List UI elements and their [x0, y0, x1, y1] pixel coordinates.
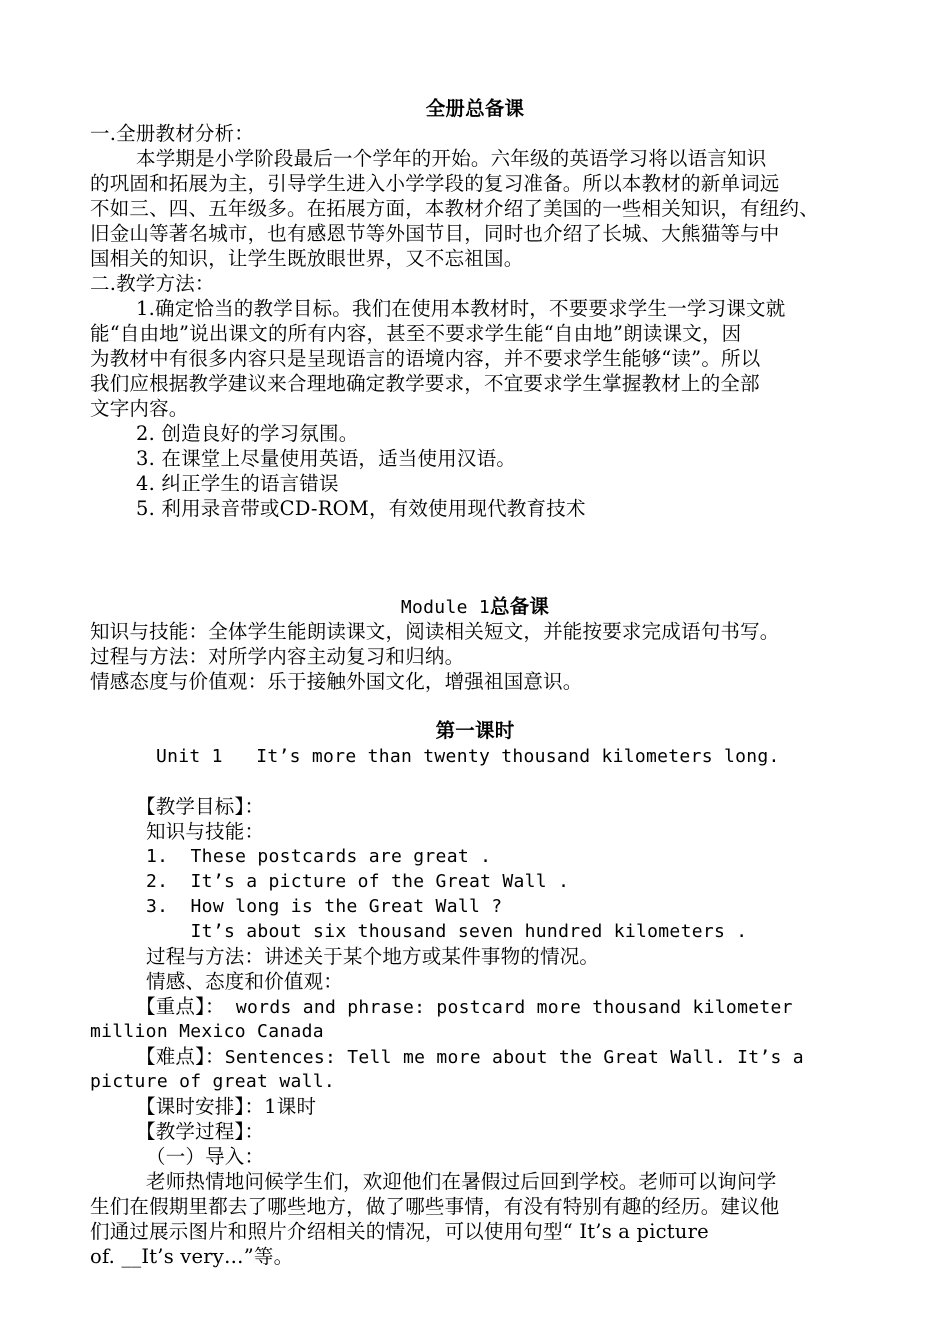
paragraph-line: 不如三、四、五年级多。在拓展方面，本教材介绍了美国的一些相关知识，有纽约、 — [90, 197, 819, 220]
paragraph-line: 生们在假期里都去了哪些地方，做了哪些事情，有没有特别有趣的经历。建议他 — [90, 1195, 780, 1218]
step-heading: （一）导入： — [146, 1145, 265, 1168]
difficult-points-text: Sentences: Tell me more about the Great Wall. It’s a — [224, 1047, 804, 1068]
lesson-title: 第一课时 — [435, 719, 515, 742]
paragraph-line: 1.确定恰当的教学目标。我们在使用本教材时，不要要求学生一学习课文就 — [136, 297, 786, 320]
target-sentence: 1. These postcards are great . — [146, 846, 492, 867]
method-item: 5. 利用录音带或CD-ROM，有效使用现代教育技术 — [136, 497, 586, 520]
unit-title: Unit 1 It’s more than twenty thousand kilometers long. — [156, 746, 780, 767]
schedule-label: 【课时安排】： — [136, 1095, 265, 1118]
target-sentence: 3. How long is the Great Wall ? — [146, 896, 503, 917]
paragraph-line: 们通过展示图片和照片介绍相关的情况，可以使用句型“ It’s a picture — [90, 1220, 709, 1243]
paragraph-line: 旧金山等著名城市，也有感恩节等外国节目，同时也介绍了长城、大熊猫等与中 — [90, 222, 780, 245]
target-sentence: 2. It’s a picture of the Great Wall . — [146, 871, 570, 892]
process-method-line: 过程与方法：讲述关于某个地方或某件事物的情况。 — [146, 945, 600, 968]
paragraph-line: 老师热情地问候学生们，欢迎他们在暑假过后回到学校。老师可以询问学 — [146, 1170, 777, 1193]
method-item: 4. 纠正学生的语言错误 — [136, 472, 339, 495]
skills-label: 知识与技能： — [146, 820, 265, 843]
doc-title: 全册总备课 — [425, 97, 525, 120]
goal-line: 情感态度与价值观：乐于接触外国文化，增强祖国意识。 — [90, 670, 583, 693]
difficult-points-continuation: picture of great wall. — [90, 1071, 336, 1092]
objectives-label: 【教学目标】： — [136, 795, 265, 818]
key-points-continuation: million Mexico Canada — [90, 1021, 324, 1042]
schedule-value: 1课时 — [264, 1095, 317, 1118]
paragraph-line: 文字内容。 — [90, 397, 189, 420]
section-heading-methods: 二.教学方法： — [90, 272, 215, 295]
target-sentence: It’s about six thousand seven hundred kilometers . — [146, 921, 748, 942]
paragraph-line: 本学期是小学阶段最后一个学年的开始。六年级的英语学习将以语言知识 — [136, 147, 767, 170]
schedule-line — [136, 1094, 316, 1119]
method-item: 2. 创造良好的学习氛围。 — [136, 422, 359, 445]
process-label: 【教学过程】： — [136, 1120, 265, 1143]
key-points-line — [136, 994, 793, 1020]
emotion-label: 情感、态度和价值观： — [146, 970, 344, 993]
difficult-points-line — [136, 1044, 804, 1070]
paragraph-line: 为教材中有很多内容只是呈现语言的语境内容，并不要求学生能够“读”。所以 — [90, 347, 761, 370]
module-title-prefix: Module 1 — [400, 597, 490, 618]
paragraph-line: 国相关的知识，让学生既放眼世界，又不忘祖国。 — [90, 247, 524, 270]
module-title — [0, 594, 950, 620]
paragraph-line: 我们应根据教学建议来合理地确定教学要求，不宜要求学生掌握教材上的全部 — [90, 372, 760, 395]
paragraph-line: of. __It’s very…”等。 — [90, 1245, 294, 1268]
module-title-suffix: 总备课 — [490, 595, 550, 618]
difficult-points-label: 【难点】： — [136, 1045, 225, 1068]
paragraph-line: 的巩固和拓展为主，引导学生进入小学学段的复习准备。所以本教材的新单词远 — [90, 172, 780, 195]
goal-line: 知识与技能：全体学生能朗读课文，阅读相关短文，并能按要求完成语句书写。 — [90, 620, 780, 643]
key-points-text: words and phrase: postcard more thousand kilometer — [224, 997, 793, 1018]
key-points-label: 【重点】： — [136, 995, 225, 1018]
paragraph-line: 能“自由地”说出课文的所有内容，甚至不要求学生能“自由地”朗读课文，因 — [90, 322, 742, 345]
goal-line: 过程与方法：对所学内容主动复习和归纳。 — [90, 645, 465, 668]
method-item: 3. 在课堂上尽量使用英语，适当使用汉语。 — [136, 447, 517, 470]
section-heading-analysis: 一.全册教材分析： — [90, 122, 254, 145]
